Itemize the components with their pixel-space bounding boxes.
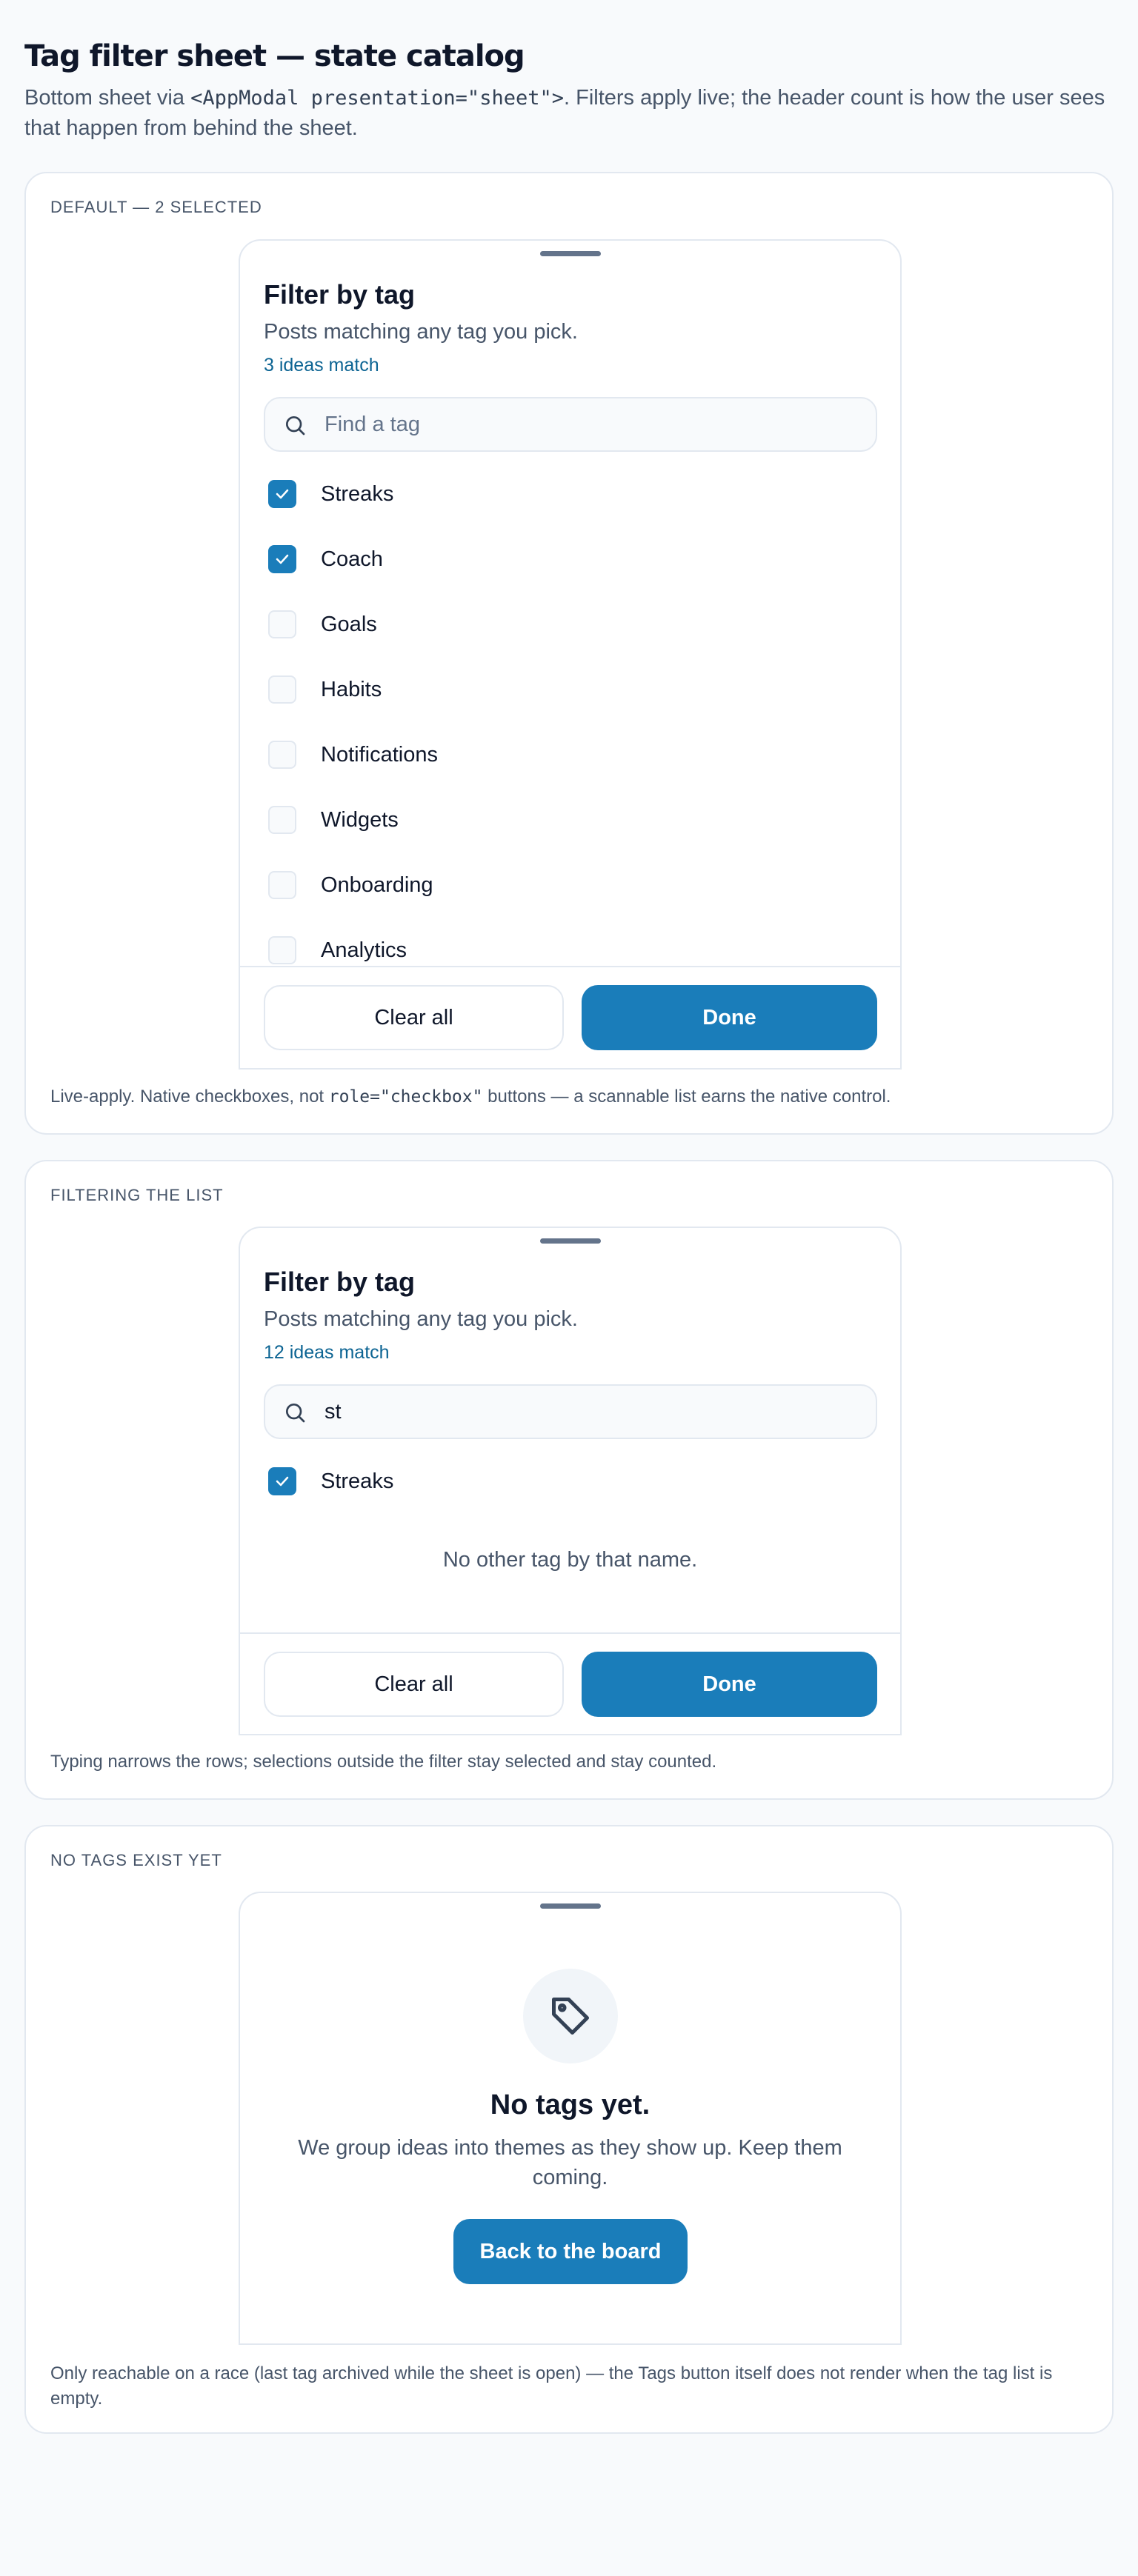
- tag-filter-sheet: [239, 239, 902, 1070]
- card-label: NO TAGS EXIST YET: [50, 1851, 222, 1869]
- card-note: Typing narrows the rows; selections outside the filter stay selected and stay counted.: [50, 1752, 717, 1772]
- tag-label: Habits: [321, 677, 382, 701]
- tag-row-streaks[interactable]: [268, 478, 393, 510]
- tag-filter-sheet: [239, 1227, 902, 1735]
- tag-checkbox-checked[interactable]: [268, 545, 296, 573]
- empty-icon-container: [523, 1969, 618, 2063]
- tag-search-field[interactable]: [264, 397, 877, 452]
- empty-body: We group ideas into themes as they show up. Keep them coming.: [298, 2136, 842, 2189]
- tag-label: Streaks: [321, 1469, 394, 1493]
- tag-checkbox[interactable]: [268, 871, 296, 899]
- sheet-grab-handle[interactable]: [540, 1903, 601, 1909]
- sheet-footer: [240, 966, 900, 1070]
- empty-state-card: [24, 1825, 1114, 2434]
- page-description: [24, 83, 1106, 143]
- tag-icon: [548, 1994, 593, 2038]
- search-icon: [283, 1401, 307, 1424]
- sheet-footer: [240, 1632, 900, 1735]
- sheet-title: Filter by tag: [264, 1267, 416, 1297]
- tag-label: Onboarding: [321, 872, 433, 897]
- tag-label: Coach: [321, 547, 383, 571]
- sheet-subtitle: Posts matching any tag you pick.: [264, 1307, 578, 1331]
- tag-label: Goals: [321, 612, 377, 636]
- tag-search-field[interactable]: [264, 1384, 877, 1439]
- sheet-grab-handle[interactable]: [540, 251, 601, 256]
- tag-label: Analytics: [321, 938, 407, 962]
- sheet-title: Filter by tag: [264, 279, 416, 310]
- page-title: Tag filter sheet — state catalog: [24, 39, 525, 73]
- tag-row-streaks[interactable]: [268, 1465, 393, 1498]
- check-icon: [273, 485, 291, 503]
- page-description-code: <AppModal presentation="sheet">: [190, 87, 564, 110]
- page: [0, 0, 1138, 143]
- tag-row-widgets[interactable]: [268, 804, 399, 836]
- tag-row-onboarding[interactable]: [268, 869, 433, 901]
- card-note-text-end: buttons — a scannable list earns the native control.: [482, 1087, 891, 1107]
- tag-checkbox[interactable]: [268, 675, 296, 704]
- tag-label: Streaks: [321, 481, 394, 506]
- tag-row-habits[interactable]: [268, 673, 382, 706]
- page-description-text-end: . Filters apply live; the header count is how the user sees that happen from behind the sheet.: [24, 86, 1105, 140]
- card-note: [50, 1084, 1088, 1110]
- tag-search-input[interactable]: [325, 398, 858, 450]
- match-count: 3 ideas match: [264, 355, 379, 376]
- match-count: 12 ideas match: [264, 1342, 390, 1363]
- clear-all-button[interactable]: Clear all: [264, 985, 564, 1050]
- tag-checkbox[interactable]: [268, 936, 296, 964]
- tag-checkbox[interactable]: [268, 610, 296, 638]
- search-icon: [283, 413, 307, 437]
- tag-label: Notifications: [321, 742, 438, 767]
- tag-checkbox[interactable]: [268, 741, 296, 769]
- default-state-card: [24, 172, 1114, 1135]
- tag-checkbox-checked[interactable]: [268, 1467, 296, 1495]
- tag-checkbox-checked[interactable]: [268, 480, 296, 508]
- empty-title: No tags yet.: [490, 2089, 650, 2120]
- no-match-message: No other tag by that name.: [442, 1548, 698, 1572]
- sheet-grab-handle[interactable]: [540, 1238, 601, 1244]
- done-button[interactable]: Done: [582, 1652, 877, 1717]
- page-description-text: Bottom sheet via: [24, 86, 191, 110]
- check-icon: [273, 550, 291, 568]
- sheet-subtitle: Posts matching any tag you pick.: [264, 320, 578, 344]
- tag-filter-sheet: [239, 1892, 902, 2345]
- tag-checkbox[interactable]: [268, 806, 296, 834]
- card-note: Only reachable on a race (last tag archived while the sheet is open) — the Tags button itself does not render when the tag list is empty.: [50, 2363, 1053, 2409]
- card-note-code: role="checkbox": [328, 1087, 483, 1107]
- tag-row-goals[interactable]: [268, 608, 377, 641]
- check-icon: [273, 1472, 291, 1490]
- tag-search-input[interactable]: [325, 1386, 858, 1438]
- tag-label: Widgets: [321, 807, 399, 832]
- tag-row-coach[interactable]: [268, 543, 383, 575]
- filtering-state-card: [24, 1160, 1114, 1800]
- done-button[interactable]: Done: [582, 985, 877, 1050]
- card-label: FILTERING THE LIST: [50, 1186, 224, 1204]
- card-label: DEFAULT — 2 SELECTED: [50, 198, 262, 216]
- card-note-text: Live-apply. Native checkboxes, not: [50, 1087, 329, 1107]
- tag-row-notifications[interactable]: [268, 738, 438, 771]
- clear-all-button[interactable]: Clear all: [264, 1652, 564, 1717]
- tag-row-analytics[interactable]: [268, 934, 407, 967]
- back-to-board-button[interactable]: Back to the board: [453, 2219, 688, 2284]
